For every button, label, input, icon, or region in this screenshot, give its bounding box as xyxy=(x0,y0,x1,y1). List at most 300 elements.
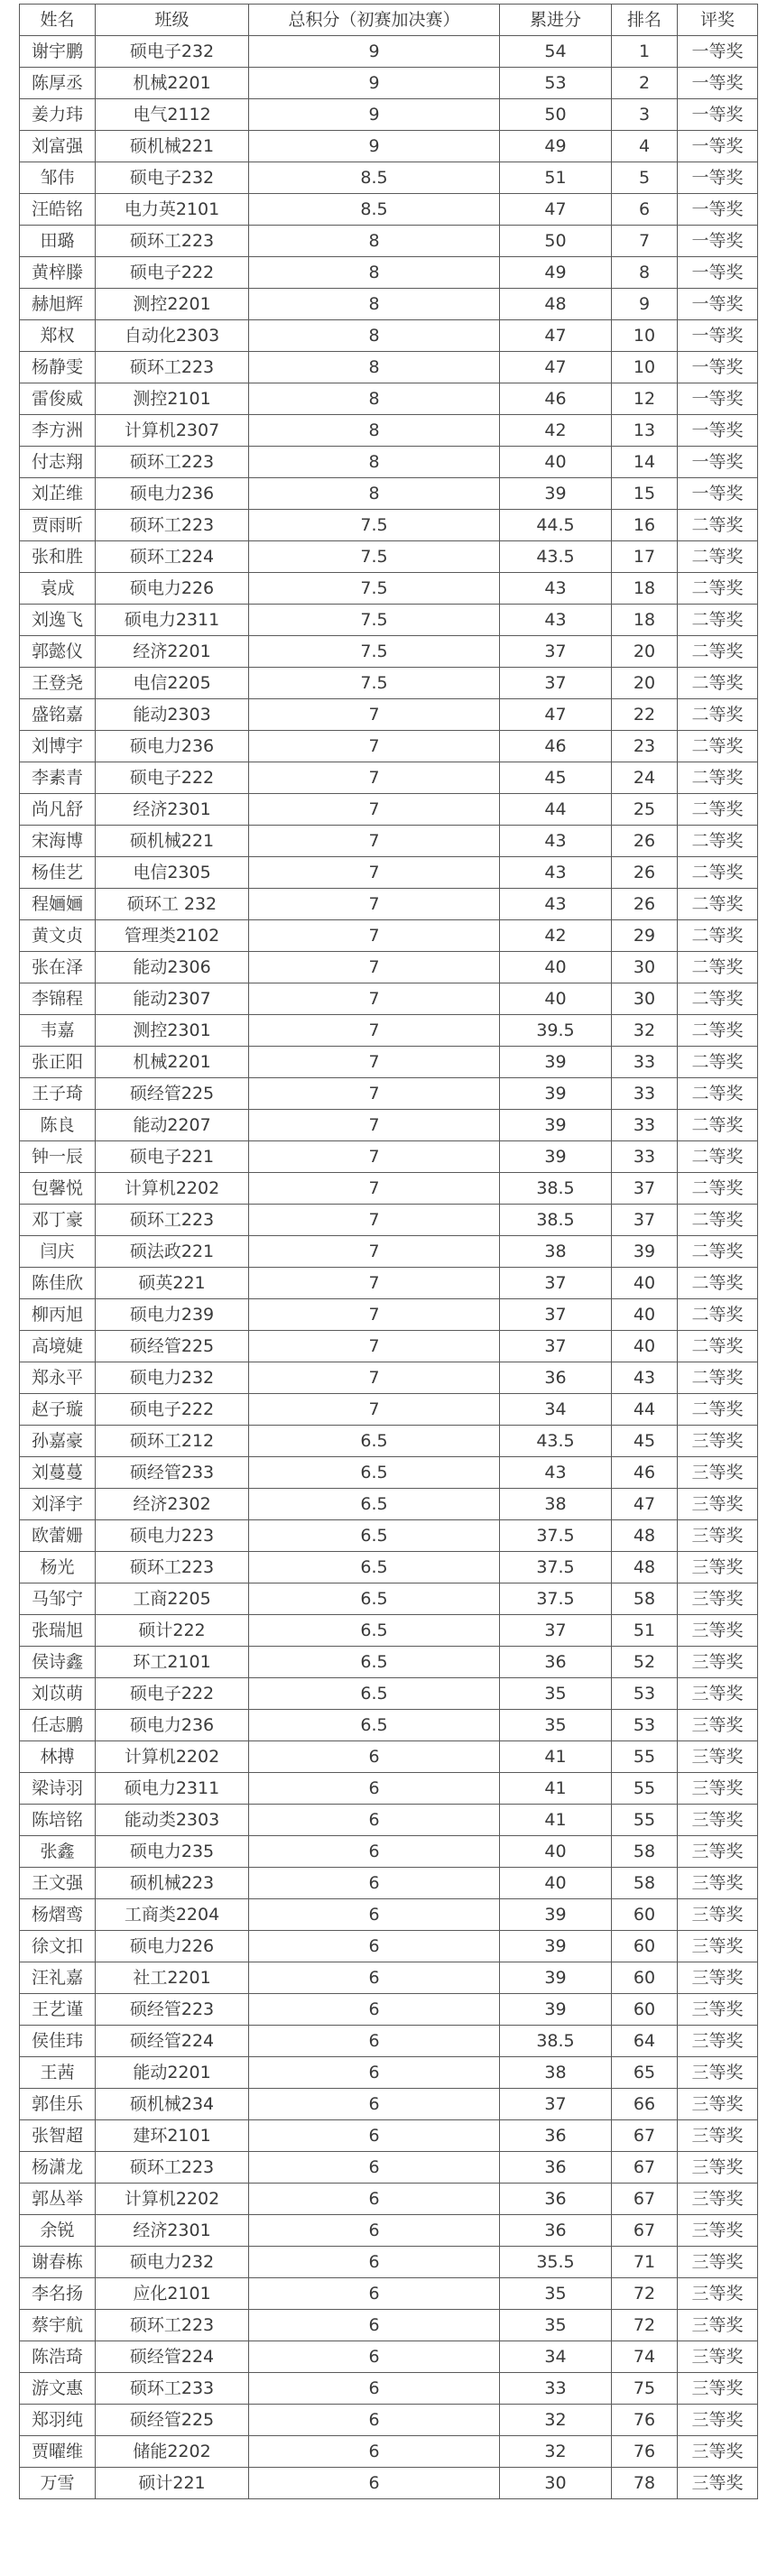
award-cell: 二等奖 xyxy=(678,762,758,794)
table-row xyxy=(20,605,758,636)
award-cell: 三等奖 xyxy=(678,2152,758,2184)
award-cell: 一等奖 xyxy=(678,447,758,478)
rank-cell: 60 xyxy=(612,1899,678,1931)
total-score-cell: 7 xyxy=(249,1015,500,1047)
table-row xyxy=(20,2184,758,2215)
table-row xyxy=(20,1457,758,1489)
class-cell: 硕机械223 xyxy=(96,1868,249,1899)
award-cell: 二等奖 xyxy=(678,1110,758,1141)
cumulative-score-cell: 50 xyxy=(500,226,612,257)
total-score-cell: 6 xyxy=(249,1836,500,1868)
table-row xyxy=(20,2247,758,2278)
cumulative-score-cell: 39 xyxy=(500,1110,612,1141)
table-row xyxy=(20,510,758,541)
class-cell: 电信2305 xyxy=(96,857,249,889)
table-row xyxy=(20,447,758,478)
name-cell: 陈培铭 xyxy=(20,1805,96,1836)
total-score-cell: 6.5 xyxy=(249,1710,500,1741)
cumulative-score-cell: 43 xyxy=(500,573,612,605)
class-cell: 储能2202 xyxy=(96,2436,249,2468)
class-cell: 硕环工 232 xyxy=(96,889,249,920)
rank-cell: 67 xyxy=(612,2215,678,2247)
table-row xyxy=(20,383,758,415)
table-row xyxy=(20,1141,758,1173)
name-cell: 蔡宇航 xyxy=(20,2310,96,2341)
cumulative-score-cell: 36 xyxy=(500,2120,612,2152)
award-cell: 三等奖 xyxy=(678,1710,758,1741)
cumulative-score-cell: 38 xyxy=(500,1489,612,1520)
award-cell: 三等奖 xyxy=(678,1962,758,1994)
table-row xyxy=(20,1805,758,1836)
table-row xyxy=(20,1173,758,1205)
total-score-cell: 6 xyxy=(249,2215,500,2247)
cumulative-score-cell: 48 xyxy=(500,289,612,320)
total-score-cell: 7.5 xyxy=(249,541,500,573)
rank-cell: 4 xyxy=(612,131,678,162)
total-score-cell: 7.5 xyxy=(249,605,500,636)
total-score-cell: 7 xyxy=(249,1394,500,1426)
total-score-cell: 6.5 xyxy=(249,1678,500,1710)
class-cell: 机械2201 xyxy=(96,68,249,99)
name-cell: 郑权 xyxy=(20,320,96,352)
class-cell: 硕电力239 xyxy=(96,1299,249,1331)
rank-cell: 30 xyxy=(612,983,678,1015)
cumulative-score-cell: 47 xyxy=(500,320,612,352)
class-cell: 硕电力2311 xyxy=(96,1773,249,1805)
table-row xyxy=(20,1268,758,1299)
name-cell: 孙嘉豪 xyxy=(20,1426,96,1457)
rank-cell: 67 xyxy=(612,2152,678,2184)
table-row xyxy=(20,2215,758,2247)
cumulative-score-cell: 46 xyxy=(500,731,612,762)
class-cell: 机械2201 xyxy=(96,1047,249,1078)
rank-cell: 55 xyxy=(612,1805,678,1836)
table-row xyxy=(20,1836,758,1868)
cumulative-score-cell: 37 xyxy=(500,668,612,699)
class-cell: 电力英2101 xyxy=(96,194,249,226)
header-class: 班级 xyxy=(96,5,249,36)
total-score-cell: 7 xyxy=(249,1110,500,1141)
award-cell: 一等奖 xyxy=(678,194,758,226)
class-cell: 硕法政221 xyxy=(96,1236,249,1268)
table-row xyxy=(20,2120,758,2152)
cumulative-score-cell: 54 xyxy=(500,36,612,68)
award-cell: 一等奖 xyxy=(678,415,758,447)
award-cell: 三等奖 xyxy=(678,2057,758,2089)
name-cell: 李名扬 xyxy=(20,2278,96,2310)
award-cell: 二等奖 xyxy=(678,573,758,605)
rank-cell: 32 xyxy=(612,1015,678,1047)
table-row xyxy=(20,2468,758,2499)
table-row xyxy=(20,1741,758,1773)
class-cell: 计算机2202 xyxy=(96,1173,249,1205)
rank-cell: 52 xyxy=(612,1647,678,1678)
award-cell: 三等奖 xyxy=(678,1426,758,1457)
table-row xyxy=(20,541,758,573)
total-score-cell: 6 xyxy=(249,2026,500,2057)
class-cell: 能动2306 xyxy=(96,952,249,983)
cumulative-score-cell: 30 xyxy=(500,2468,612,2499)
class-cell: 硕电子222 xyxy=(96,1394,249,1426)
total-score-cell: 6.5 xyxy=(249,1552,500,1583)
table-row xyxy=(20,1994,758,2026)
rank-cell: 14 xyxy=(612,447,678,478)
rank-cell: 65 xyxy=(612,2057,678,2089)
table-row xyxy=(20,2152,758,2184)
table-row xyxy=(20,1331,758,1362)
total-score-cell: 6 xyxy=(249,2152,500,2184)
class-cell: 硕电力226 xyxy=(96,573,249,605)
total-score-cell: 6 xyxy=(249,1868,500,1899)
rank-cell: 1 xyxy=(612,36,678,68)
rank-cell: 23 xyxy=(612,731,678,762)
award-cell: 二等奖 xyxy=(678,1078,758,1110)
name-cell: 张智超 xyxy=(20,2120,96,2152)
name-cell: 田璐 xyxy=(20,226,96,257)
table-row xyxy=(20,794,758,826)
award-cell: 二等奖 xyxy=(678,636,758,668)
class-cell: 自动化2303 xyxy=(96,320,249,352)
award-cell: 二等奖 xyxy=(678,1268,758,1299)
cumulative-score-cell: 35 xyxy=(500,1710,612,1741)
cumulative-score-cell: 40 xyxy=(500,1868,612,1899)
total-score-cell: 9 xyxy=(249,99,500,131)
table-row xyxy=(20,1426,758,1457)
table-row xyxy=(20,1520,758,1552)
cumulative-score-cell: 47 xyxy=(500,194,612,226)
award-cell: 三等奖 xyxy=(678,1520,758,1552)
rank-cell: 55 xyxy=(612,1773,678,1805)
cumulative-score-cell: 33 xyxy=(500,2373,612,2405)
rank-cell: 22 xyxy=(612,699,678,731)
name-cell: 王登尧 xyxy=(20,668,96,699)
class-cell: 硕电力236 xyxy=(96,1710,249,1741)
cumulative-score-cell: 39 xyxy=(500,1962,612,1994)
rank-cell: 26 xyxy=(612,889,678,920)
table-row xyxy=(20,889,758,920)
name-cell: 王子琦 xyxy=(20,1078,96,1110)
award-cell: 三等奖 xyxy=(678,1994,758,2026)
rank-cell: 45 xyxy=(612,1426,678,1457)
rank-cell: 67 xyxy=(612,2120,678,2152)
class-cell: 硕电力232 xyxy=(96,1362,249,1394)
rank-cell: 48 xyxy=(612,1552,678,1583)
total-score-cell: 8 xyxy=(249,226,500,257)
cumulative-score-cell: 39 xyxy=(500,1047,612,1078)
cumulative-score-cell: 36 xyxy=(500,1362,612,1394)
rank-cell: 74 xyxy=(612,2341,678,2373)
rank-cell: 44 xyxy=(612,1394,678,1426)
table-row xyxy=(20,1931,758,1962)
class-cell: 硕电力236 xyxy=(96,478,249,510)
total-score-cell: 6 xyxy=(249,2310,500,2341)
total-score-cell: 7 xyxy=(249,1141,500,1173)
name-cell: 郑永平 xyxy=(20,1362,96,1394)
table-row xyxy=(20,415,758,447)
cumulative-score-cell: 37.5 xyxy=(500,1552,612,1583)
total-score-cell: 6 xyxy=(249,1962,500,1994)
rank-cell: 51 xyxy=(612,1615,678,1647)
award-table xyxy=(19,4,758,2499)
total-score-cell: 7.5 xyxy=(249,510,500,541)
rank-cell: 3 xyxy=(612,99,678,131)
name-cell: 邹伟 xyxy=(20,162,96,194)
header-rank: 排名 xyxy=(612,5,678,36)
name-cell: 刘苡萌 xyxy=(20,1678,96,1710)
award-cell: 三等奖 xyxy=(678,2310,758,2341)
class-cell: 硕环工223 xyxy=(96,447,249,478)
rank-cell: 29 xyxy=(612,920,678,952)
name-cell: 赫旭辉 xyxy=(20,289,96,320)
award-cell: 二等奖 xyxy=(678,857,758,889)
name-cell: 任志鹏 xyxy=(20,1710,96,1741)
cumulative-score-cell: 38 xyxy=(500,1236,612,1268)
class-cell: 硕环工223 xyxy=(96,1552,249,1583)
rank-cell: 5 xyxy=(612,162,678,194)
class-cell: 能动2201 xyxy=(96,2057,249,2089)
rank-cell: 10 xyxy=(612,352,678,383)
name-cell: 谢宇鹏 xyxy=(20,36,96,68)
cumulative-score-cell: 43 xyxy=(500,605,612,636)
name-cell: 侯佳玮 xyxy=(20,2026,96,2057)
total-score-cell: 6.5 xyxy=(249,1426,500,1457)
table-row xyxy=(20,320,758,352)
class-cell: 测控2301 xyxy=(96,1015,249,1047)
class-cell: 硕经管224 xyxy=(96,2026,249,2057)
cumulative-score-cell: 39 xyxy=(500,478,612,510)
award-cell: 二等奖 xyxy=(678,920,758,952)
class-cell: 硕电子222 xyxy=(96,1678,249,1710)
cumulative-score-cell: 39 xyxy=(500,1899,612,1931)
class-cell: 计算机2202 xyxy=(96,1741,249,1773)
award-cell: 一等奖 xyxy=(678,68,758,99)
rank-cell: 16 xyxy=(612,510,678,541)
award-cell: 二等奖 xyxy=(678,952,758,983)
rank-cell: 26 xyxy=(612,826,678,857)
cumulative-score-cell: 49 xyxy=(500,257,612,289)
name-cell: 李方洲 xyxy=(20,415,96,447)
class-cell: 经济2302 xyxy=(96,1489,249,1520)
award-cell: 三等奖 xyxy=(678,1615,758,1647)
rank-cell: 72 xyxy=(612,2278,678,2310)
award-cell: 三等奖 xyxy=(678,2436,758,2468)
table-row xyxy=(20,36,758,68)
name-cell: 陈浩琦 xyxy=(20,2341,96,2373)
name-cell: 张在泽 xyxy=(20,952,96,983)
class-cell: 硕计221 xyxy=(96,2468,249,2499)
class-cell: 工商类2204 xyxy=(96,1899,249,1931)
award-cell: 二等奖 xyxy=(678,1331,758,1362)
table-row xyxy=(20,2089,758,2120)
class-cell: 硕环工223 xyxy=(96,1205,249,1236)
cumulative-score-cell: 47 xyxy=(500,699,612,731)
total-score-cell: 7 xyxy=(249,952,500,983)
total-score-cell: 8.5 xyxy=(249,194,500,226)
name-cell: 邓丁豪 xyxy=(20,1205,96,1236)
table-row xyxy=(20,1710,758,1741)
total-score-cell: 7 xyxy=(249,762,500,794)
total-score-cell: 7 xyxy=(249,1299,500,1331)
total-score-cell: 7 xyxy=(249,1362,500,1394)
class-cell: 硕经管225 xyxy=(96,2405,249,2436)
table-row xyxy=(20,1868,758,1899)
total-score-cell: 7 xyxy=(249,857,500,889)
total-score-cell: 7 xyxy=(249,1268,500,1299)
award-cell: 二等奖 xyxy=(678,541,758,573)
name-cell: 高境婕 xyxy=(20,1331,96,1362)
class-cell: 硕机械221 xyxy=(96,131,249,162)
table-row xyxy=(20,920,758,952)
table-row xyxy=(20,1299,758,1331)
rank-cell: 33 xyxy=(612,1110,678,1141)
cumulative-score-cell: 38.5 xyxy=(500,1205,612,1236)
total-score-cell: 7 xyxy=(249,1047,500,1078)
name-cell: 刘泽宇 xyxy=(20,1489,96,1520)
cumulative-score-cell: 36 xyxy=(500,2152,612,2184)
header-name: 姓名 xyxy=(20,5,96,36)
name-cell: 欧蕾姗 xyxy=(20,1520,96,1552)
name-cell: 郭懿仪 xyxy=(20,636,96,668)
total-score-cell: 7 xyxy=(249,1236,500,1268)
cumulative-score-cell: 45 xyxy=(500,762,612,794)
cumulative-score-cell: 43 xyxy=(500,826,612,857)
rank-cell: 9 xyxy=(612,289,678,320)
cumulative-score-cell: 37 xyxy=(500,636,612,668)
award-cell: 一等奖 xyxy=(678,99,758,131)
class-cell: 经济2301 xyxy=(96,794,249,826)
class-cell: 应化2101 xyxy=(96,2278,249,2310)
class-cell: 工商2205 xyxy=(96,1583,249,1615)
table-row xyxy=(20,1110,758,1141)
award-cell: 二等奖 xyxy=(678,889,758,920)
name-cell: 郑羽纯 xyxy=(20,2405,96,2436)
table-row xyxy=(20,1205,758,1236)
table-row xyxy=(20,857,758,889)
total-score-cell: 6.5 xyxy=(249,1489,500,1520)
rank-cell: 26 xyxy=(612,857,678,889)
class-cell: 硕机械221 xyxy=(96,826,249,857)
table-row xyxy=(20,1362,758,1394)
name-cell: 余锐 xyxy=(20,2215,96,2247)
name-cell: 宋海博 xyxy=(20,826,96,857)
rank-cell: 76 xyxy=(612,2436,678,2468)
table-row xyxy=(20,131,758,162)
total-score-cell: 6.5 xyxy=(249,1647,500,1678)
total-score-cell: 6 xyxy=(249,2341,500,2373)
table-row xyxy=(20,699,758,731)
name-cell: 贾曜维 xyxy=(20,2436,96,2468)
rank-cell: 47 xyxy=(612,1489,678,1520)
total-score-cell: 8 xyxy=(249,447,500,478)
cumulative-score-cell: 40 xyxy=(500,952,612,983)
total-score-cell: 6 xyxy=(249,2184,500,2215)
award-cell: 一等奖 xyxy=(678,226,758,257)
total-score-cell: 6 xyxy=(249,2089,500,2120)
total-score-cell: 6.5 xyxy=(249,1520,500,1552)
name-cell: 王茜 xyxy=(20,2057,96,2089)
name-cell: 游文惠 xyxy=(20,2373,96,2405)
total-score-cell: 7 xyxy=(249,983,500,1015)
award-cell: 三等奖 xyxy=(678,2215,758,2247)
class-cell: 硕经管225 xyxy=(96,1331,249,1362)
table-row xyxy=(20,1047,758,1078)
table-row xyxy=(20,1394,758,1426)
rank-cell: 78 xyxy=(612,2468,678,2499)
cumulative-score-cell: 51 xyxy=(500,162,612,194)
award-cell: 三等奖 xyxy=(678,2405,758,2436)
award-cell: 二等奖 xyxy=(678,1299,758,1331)
cumulative-score-cell: 37 xyxy=(500,1615,612,1647)
cumulative-score-cell: 35.5 xyxy=(500,2247,612,2278)
award-cell: 一等奖 xyxy=(678,352,758,383)
cumulative-score-cell: 44.5 xyxy=(500,510,612,541)
table-row xyxy=(20,99,758,131)
class-cell: 硕机械234 xyxy=(96,2089,249,2120)
rank-cell: 60 xyxy=(612,1994,678,2026)
name-cell: 尚凡舒 xyxy=(20,794,96,826)
award-cell: 三等奖 xyxy=(678,1741,758,1773)
class-cell: 硕电力232 xyxy=(96,2247,249,2278)
class-cell: 硕经管224 xyxy=(96,2341,249,2373)
name-cell: 张和胜 xyxy=(20,541,96,573)
rank-cell: 60 xyxy=(612,1962,678,1994)
name-cell: 刘芷维 xyxy=(20,478,96,510)
cumulative-score-cell: 38 xyxy=(500,2057,612,2089)
award-cell: 三等奖 xyxy=(678,2120,758,2152)
award-cell: 三等奖 xyxy=(678,2247,758,2278)
cumulative-score-cell: 39 xyxy=(500,1994,612,2026)
class-cell: 环工2101 xyxy=(96,1647,249,1678)
cumulative-score-cell: 41 xyxy=(500,1805,612,1836)
table-row xyxy=(20,2026,758,2057)
name-cell: 刘逸飞 xyxy=(20,605,96,636)
name-cell: 张正阳 xyxy=(20,1047,96,1078)
class-cell: 经济2201 xyxy=(96,636,249,668)
award-cell: 三等奖 xyxy=(678,2026,758,2057)
rank-cell: 18 xyxy=(612,605,678,636)
name-cell: 杨熠鸾 xyxy=(20,1899,96,1931)
cumulative-score-cell: 43 xyxy=(500,889,612,920)
table-row xyxy=(20,983,758,1015)
cumulative-score-cell: 41 xyxy=(500,1741,612,1773)
name-cell: 汪礼嘉 xyxy=(20,1962,96,1994)
rank-cell: 39 xyxy=(612,1236,678,1268)
award-cell: 三等奖 xyxy=(678,1868,758,1899)
cumulative-score-cell: 43 xyxy=(500,857,612,889)
total-score-cell: 9 xyxy=(249,36,500,68)
total-score-cell: 8 xyxy=(249,383,500,415)
cumulative-score-cell: 43.5 xyxy=(500,1426,612,1457)
cumulative-score-cell: 37 xyxy=(500,1268,612,1299)
cumulative-score-cell: 49 xyxy=(500,131,612,162)
class-cell: 硕电力236 xyxy=(96,731,249,762)
class-cell: 硕经管225 xyxy=(96,1078,249,1110)
total-score-cell: 7.5 xyxy=(249,668,500,699)
rank-cell: 2 xyxy=(612,68,678,99)
award-cell: 三等奖 xyxy=(678,2184,758,2215)
table-row xyxy=(20,2278,758,2310)
cumulative-score-cell: 37 xyxy=(500,1299,612,1331)
award-cell: 三等奖 xyxy=(678,1583,758,1615)
rank-cell: 58 xyxy=(612,1868,678,1899)
total-score-cell: 7 xyxy=(249,826,500,857)
award-cell: 三等奖 xyxy=(678,2089,758,2120)
table-row xyxy=(20,289,758,320)
table-row xyxy=(20,1015,758,1047)
cumulative-score-cell: 34 xyxy=(500,2341,612,2373)
rank-cell: 64 xyxy=(612,2026,678,2057)
table-row xyxy=(20,2341,758,2373)
